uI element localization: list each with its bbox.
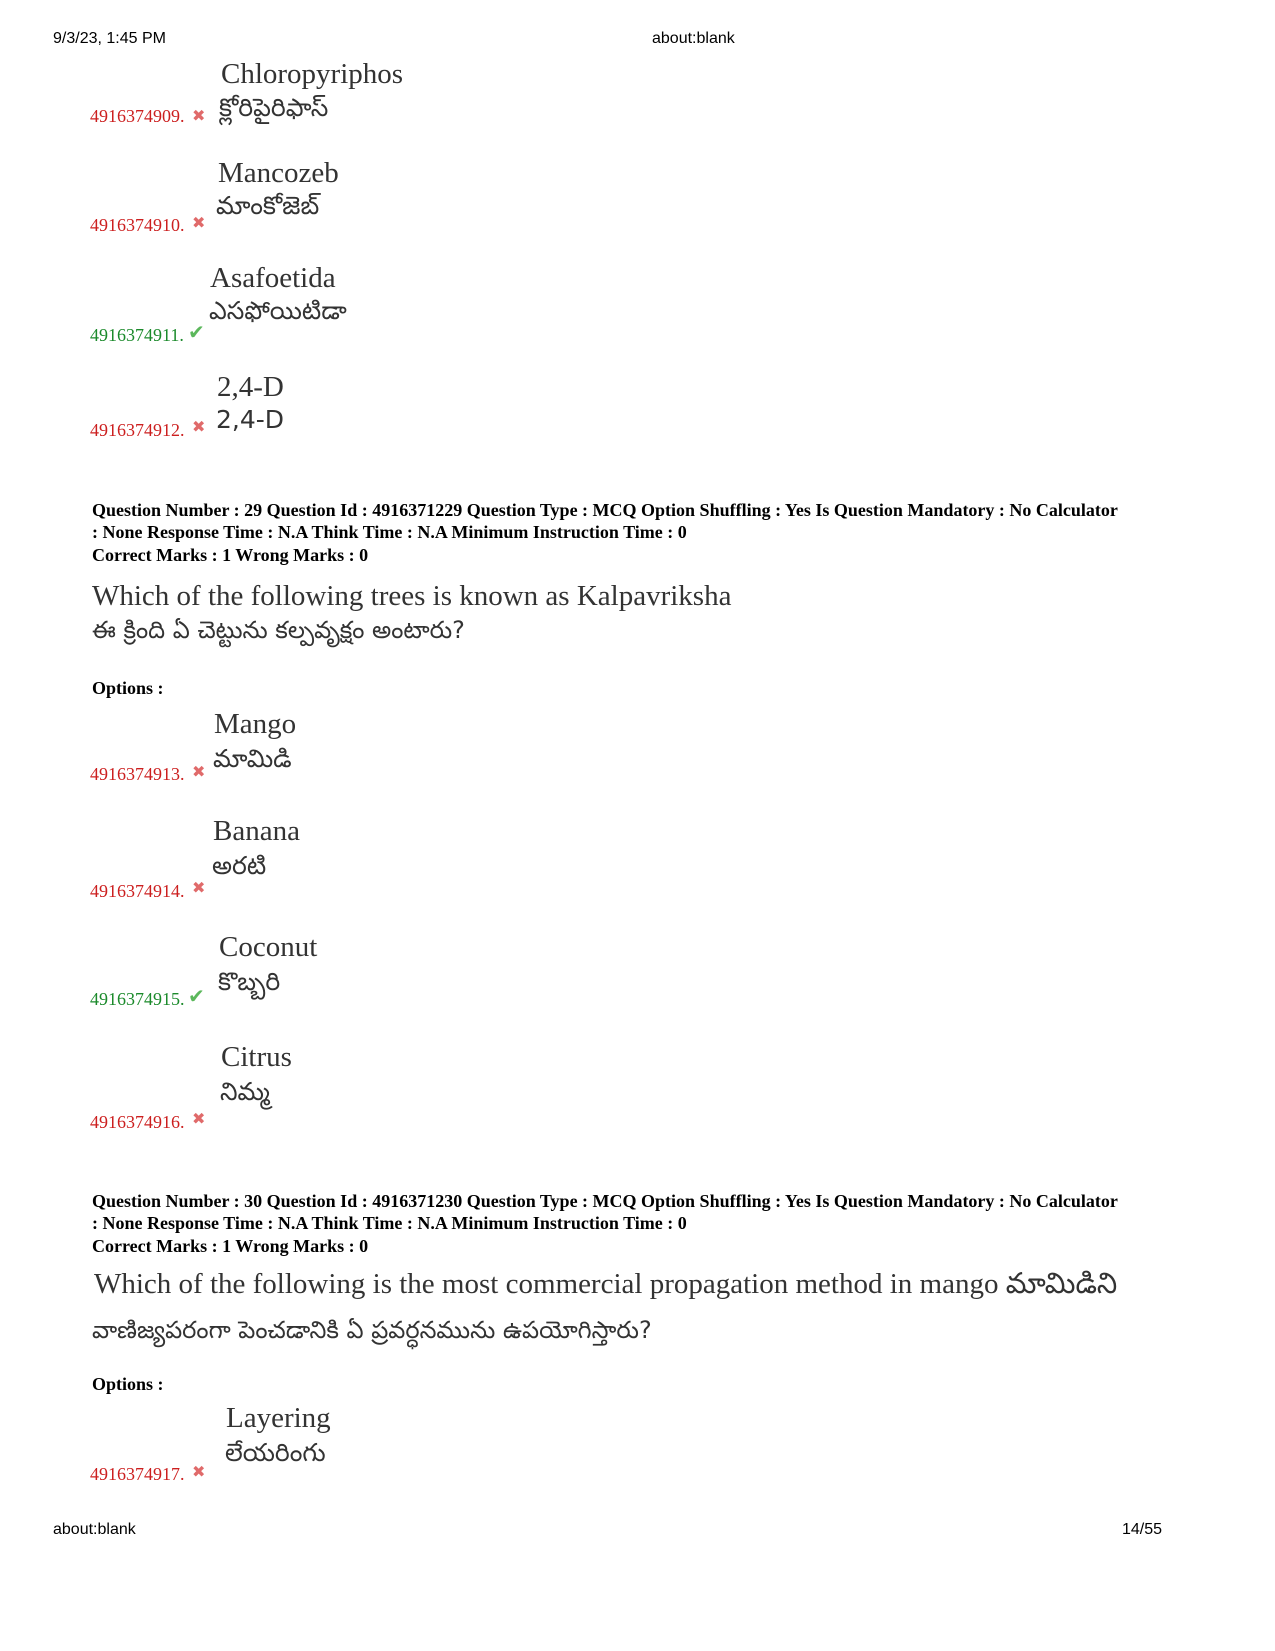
print-datetime: 9/3/23, 1:45 PM: [53, 30, 166, 47]
option-text-en: Mango: [214, 708, 297, 740]
option-id: 4916374917.: [90, 1464, 185, 1484]
question-meta: [92, 499, 1212, 543]
option-text-te: అరటి: [212, 851, 267, 880]
question-meta-line: : None Response Time : N.A Think Time : N.A Minimum Instruction Time : 0: [92, 522, 687, 542]
option-text-en: Asafoetida: [210, 262, 336, 294]
options-label: Options :: [92, 1374, 164, 1394]
question-text-te: ఈ క్రింది ఏ చెట్టును కల్పవృక్షం అంటారు?: [92, 616, 465, 644]
cross-icon: ✖: [192, 762, 206, 781]
option-text-te: ఎసఫోయిటిడా: [209, 296, 347, 325]
question-marks: Correct Marks : 1 Wrong Marks : 0: [92, 1236, 369, 1256]
question-text-en: Which of the following is the most commercial propagation method in mango మామిడిని: [94, 1268, 1118, 1300]
option-text-en: Layering: [226, 1402, 331, 1434]
cross-icon: ✖: [192, 1462, 206, 1481]
option-text-en: Citrus: [221, 1041, 292, 1073]
check-icon: ✔: [188, 320, 205, 344]
option-text-en: Chloropyriphos: [221, 58, 404, 90]
option-text-en: Coconut: [219, 931, 318, 963]
option-text-te: 2,4-D: [216, 405, 285, 434]
option-text-en: Mancozeb: [218, 157, 339, 189]
option-id: 4916374915.: [90, 989, 185, 1009]
option-text-te: కొబ్బరి: [218, 967, 281, 996]
question-meta-line: : None Response Time : N.A Think Time : N.A Minimum Instruction Time : 0: [92, 1213, 687, 1233]
cross-icon: ✖: [192, 213, 206, 232]
cross-icon: ✖: [192, 1109, 206, 1128]
option-id: 4916374909.: [90, 106, 185, 126]
check-icon: ✔: [188, 984, 205, 1008]
page-number: 14/55: [1122, 1521, 1163, 1538]
question-text-en: Which of the following trees is known as Kalpavriksha: [92, 580, 732, 612]
question-meta: [92, 1190, 1212, 1234]
footer-url: about:blank: [53, 1521, 136, 1538]
question-text-te: వాణిజ్యపరంగా పెంచడానికి ఏ ప్రవర్ధనమును ఉపయోగిస్తారు?: [92, 1316, 652, 1344]
option-text-te: నిమ్మ: [220, 1077, 270, 1106]
question-meta-line: Question Number : 29 Question Id : 4916371229 Question Type : MCQ Option Shuffling : Yes Is Question Mandatory : No Calculator: [92, 500, 1118, 520]
question-meta-line: Question Number : 30 Question Id : 4916371230 Question Type : MCQ Option Shuffling : Yes Is Question Mandatory : No Calculator: [92, 1191, 1118, 1211]
option-id: 4916374916.: [90, 1112, 185, 1132]
option-text-te: లేయరింగు: [225, 1438, 326, 1467]
option-id: 4916374910.: [90, 215, 185, 235]
option-text-en: 2,4-D: [217, 371, 284, 403]
option-text-te: క్లోరిపైరిఫాస్: [219, 93, 329, 122]
question-marks: Correct Marks : 1 Wrong Marks : 0: [92, 545, 369, 565]
option-id: 4916374913.: [90, 764, 185, 784]
option-text-en: Banana: [213, 815, 300, 847]
print-url: about:blank: [652, 30, 735, 47]
option-text-te: మామిడి: [213, 744, 292, 773]
cross-icon: ✖: [192, 878, 206, 897]
cross-icon: ✖: [192, 417, 206, 436]
option-id: 4916374912.: [90, 420, 185, 440]
option-id: 4916374911.: [90, 325, 184, 345]
options-label: Options :: [92, 678, 164, 698]
option-id: 4916374914.: [90, 881, 185, 901]
cross-icon: ✖: [192, 106, 206, 125]
option-text-te: మాంకోజెబ్: [216, 191, 320, 220]
